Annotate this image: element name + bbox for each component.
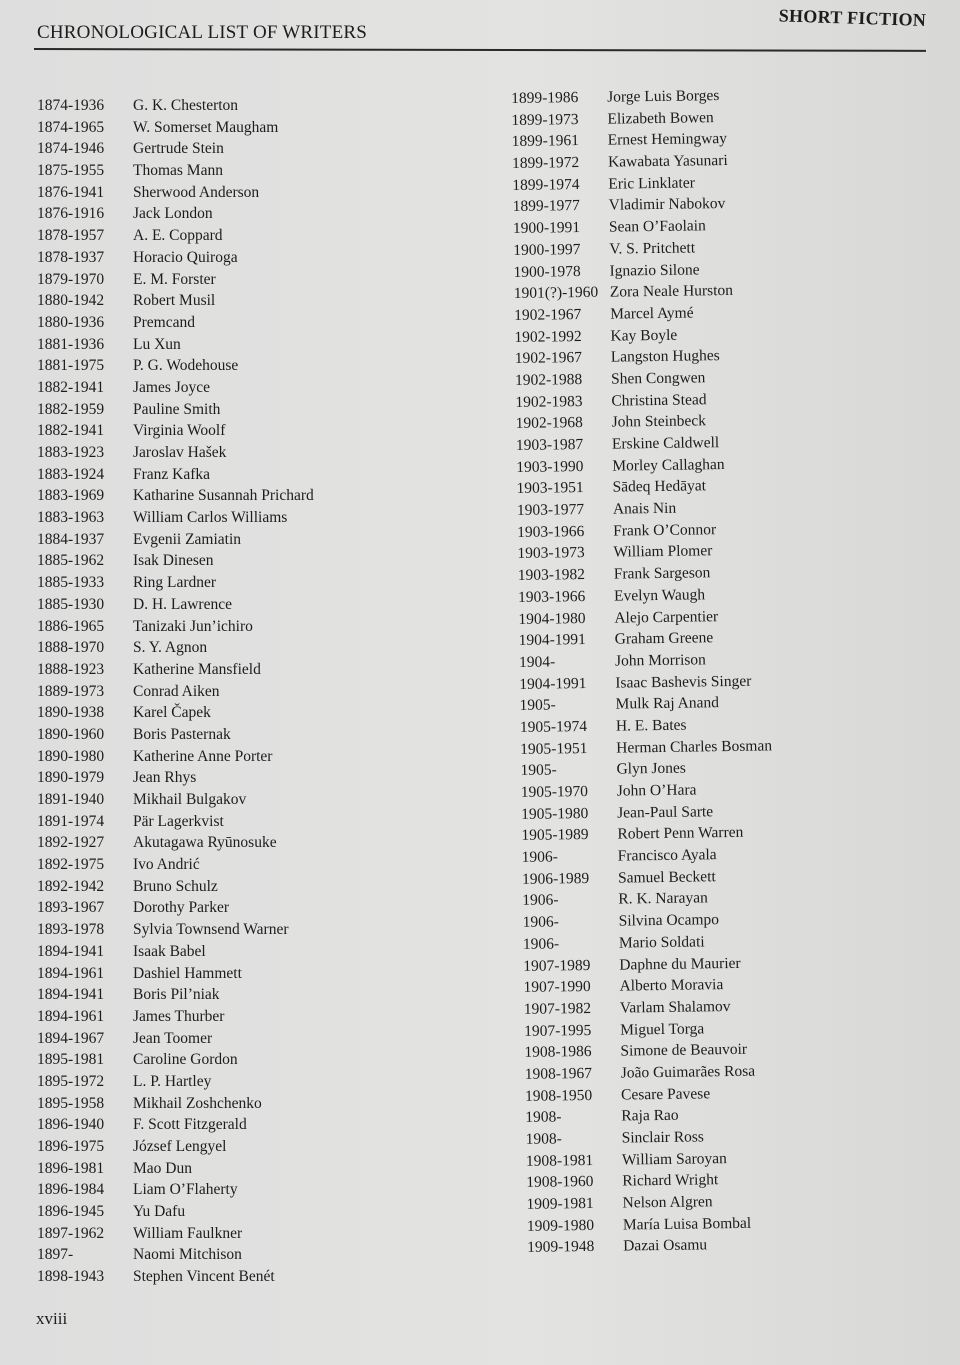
writer-dates: 1879-1970 (37, 270, 105, 288)
writer-dates: 1905-1980 (521, 804, 589, 823)
writer-dates: 1905- (519, 696, 556, 715)
writer-dates: 1897- (37, 1246, 74, 1264)
writer-entry (37, 702, 467, 724)
writer-dates: 1890-1960 (37, 725, 105, 743)
header-rule (34, 48, 926, 52)
writer-name: Anais Nin (612, 499, 677, 518)
writer-dates: 1884-1937 (37, 530, 105, 548)
writer-dates: 1907-1989 (523, 956, 591, 975)
writer-name: Dashiel Hammett (133, 964, 242, 982)
writer-dates: 1896-1981 (37, 1159, 105, 1177)
writer-dates: 1885-1933 (37, 574, 105, 592)
writer-name: Pär Lagerkvist (133, 812, 224, 830)
writer-dates: 1900-1978 (513, 262, 581, 281)
writer-dates: 1907-1995 (524, 1021, 592, 1040)
writer-entry (527, 1231, 957, 1259)
writer-name: William Carlos Williams (133, 509, 288, 527)
writer-entry (37, 420, 467, 442)
writer-dates: 1903-1951 (516, 479, 584, 498)
writer-entry (37, 1244, 467, 1266)
writer-name: John Steinbeck (611, 412, 707, 431)
writer-dates: 1874-1936 (37, 97, 105, 114)
writer-entry (37, 312, 467, 334)
writer-name: Akutagawa Ryūnosuke (133, 834, 277, 852)
writer-entry (37, 767, 467, 789)
writer-name: Francisco Ayala (617, 846, 717, 865)
writer-name: H. E. Bates (615, 716, 687, 735)
writer-name: Boris Pil’niak (133, 986, 220, 1004)
writer-name: Ivo Andrić (133, 856, 200, 874)
writer-dates: 1881-1936 (37, 335, 105, 353)
writer-dates: 1901(?)-1960 (513, 283, 599, 303)
writer-entry (37, 919, 467, 941)
writer-dates: 1894-1961 (37, 1007, 105, 1025)
writer-entry (37, 225, 467, 247)
writer-dates: 1888-1970 (37, 639, 105, 657)
writer-name: Isaak Babel (133, 942, 206, 960)
writer-dates: 1892-1975 (37, 856, 105, 874)
writer-dates: 1896-1945 (37, 1203, 105, 1221)
writer-name: Sherwood Anderson (133, 183, 260, 201)
writer-dates: 1900-1997 (513, 240, 581, 259)
page-number: xviii (36, 1309, 68, 1328)
writer-dates: 1880-1936 (37, 313, 105, 331)
writer-entry (37, 854, 467, 876)
writer-entry (37, 182, 467, 204)
writer-name: Thomas Mann (133, 162, 223, 180)
writer-dates: 1893-1978 (37, 921, 105, 939)
writer-dates: 1892-1927 (37, 834, 105, 852)
writer-name: Isak Dinesen (133, 552, 214, 570)
writer-name: A. E. Coppard (133, 227, 223, 245)
writer-name: John Morrison (614, 651, 706, 670)
writer-entry (37, 572, 467, 594)
writer-name: João Guimarães Rosa (620, 1062, 756, 1082)
writer-dates: 1904-1991 (518, 631, 587, 650)
writer-name: Sylvia Townsend Warner (133, 921, 289, 939)
writer-entry (37, 1223, 467, 1245)
writer-name: Bruno Schulz (133, 877, 218, 895)
writer-name: Zora Neale Hurston (609, 282, 734, 301)
writer-dates: 1892-1942 (37, 877, 105, 895)
writer-name: Mulk Raj Anand (615, 694, 720, 713)
writer-name: Jorge Luis Borges (607, 87, 720, 106)
writer-entry (37, 203, 467, 225)
writer-name: Jack London (133, 205, 213, 223)
writer-entry (37, 832, 467, 854)
writer-dates: 1896-1975 (37, 1138, 105, 1155)
writer-dates: 1906- (521, 848, 559, 866)
writer-dates: 1907-1990 (523, 978, 591, 997)
writer-name: Nelson Algren (622, 1193, 713, 1212)
writer-entry (37, 269, 467, 291)
writer-dates: 1899-1972 (511, 154, 580, 173)
writer-name: Eric Linklater (608, 174, 695, 193)
writer-name: Conrad Aiken (133, 682, 220, 700)
writer-name: Jean Toomer (133, 1029, 213, 1047)
writer-entry (37, 616, 467, 638)
writer-entry (37, 95, 467, 117)
writer-dates: 1903-1990 (516, 457, 584, 476)
writer-name: Naomi Mitchison (133, 1246, 242, 1264)
writer-dates: 1909-1981 (526, 1195, 594, 1213)
writer-name: Frank O’Connor (613, 520, 717, 540)
writer-dates: 1908- (525, 1130, 562, 1148)
writer-name: Kay Boyle (610, 326, 678, 345)
writer-name: Sinclair Ross (621, 1128, 705, 1147)
writer-dates: 1898-1943 (37, 1268, 105, 1286)
writer-name: Jean-Paul Sarte (617, 802, 714, 822)
writer-dates: 1903-1973 (517, 544, 585, 563)
writer-dates: 1908-1950 (524, 1086, 593, 1105)
writer-dates: 1899-1973 (511, 110, 579, 129)
writer-dates: 1885-1962 (37, 552, 105, 570)
writer-name: James Thurber (133, 1007, 225, 1025)
writer-entry (37, 1179, 467, 1201)
writer-name: V. S. Pritchett (609, 239, 696, 258)
writer-dates: 1882-1941 (37, 378, 105, 396)
writer-name: Evelyn Waugh (613, 586, 706, 605)
writer-name: Glyn Jones (616, 759, 686, 778)
writer-name: James Joyce (133, 378, 211, 396)
writer-dates: 1874-1946 (37, 140, 105, 158)
writer-name: Erskine Caldwell (611, 434, 720, 453)
writer-name: F. Scott Fitzgerald (133, 1116, 247, 1134)
writer-dates: 1904-1980 (518, 609, 586, 628)
writer-entry (37, 1136, 467, 1158)
writer-name: Dazai Osamu (623, 1236, 708, 1255)
writer-name: Mario Soldati (618, 933, 705, 952)
writer-name: Alberto Moravia (619, 976, 724, 995)
writer-dates: 1905-1951 (520, 739, 588, 758)
writer-dates: 1878-1957 (37, 227, 105, 245)
writer-name: Daphne du Maurier (619, 954, 741, 974)
writer-entry (37, 963, 467, 985)
writer-entry (37, 550, 467, 572)
writer-name: Samuel Beckett (617, 867, 716, 887)
writer-name: Dorothy Parker (133, 899, 229, 917)
writer-entry (37, 724, 467, 746)
writer-name: Caroline Gordon (133, 1051, 238, 1069)
page-title: CHRONOLOGICAL LIST OF WRITERS (37, 22, 368, 43)
writer-name: Franz Kafka (133, 465, 211, 483)
writer-entry (37, 290, 467, 312)
writer-dates: 1908-1981 (525, 1151, 594, 1170)
writer-dates: 1888-1923 (37, 660, 105, 678)
writer-name: Isaac Bashevis Singer (615, 672, 752, 692)
writer-entry (37, 1028, 467, 1050)
writer-name: L. P. Hartley (133, 1072, 212, 1090)
writer-name: E. M. Forster (133, 270, 216, 288)
writer-name: Evgenii Zamiatin (133, 530, 242, 548)
writer-name: W. Somerset Maugham (133, 118, 279, 136)
writer-dates: 1909-1980 (526, 1216, 595, 1235)
writer-dates: 1899-1974 (512, 175, 580, 194)
writer-dates: 1886-1965 (37, 617, 105, 635)
writer-name: Robert Musil (133, 292, 216, 310)
writer-dates: 1881-1975 (37, 357, 105, 375)
writer-name: Ernest Hemingway (607, 130, 728, 150)
writer-name: Tanizaki Jun’ichiro (133, 617, 253, 635)
writer-dates: 1903-1966 (517, 587, 586, 606)
writer-name: Ignazio Silone (609, 260, 700, 280)
writer-entry (37, 984, 467, 1006)
writer-entry (37, 746, 467, 768)
writer-dates: 1906- (522, 935, 560, 953)
writer-entry (37, 1114, 467, 1136)
writer-dates: 1893-1967 (37, 899, 105, 917)
writer-name: Karel Čapek (133, 704, 211, 722)
writer-dates: 1908-1967 (524, 1064, 593, 1083)
writer-dates: 1895-1958 (37, 1094, 105, 1112)
writer-entry (37, 1201, 467, 1223)
writer-name: Sean O’Faolain (608, 217, 706, 236)
writer-name: Gertrude Stein (133, 140, 224, 158)
writer-entry (37, 1266, 467, 1288)
writer-name: Sādeq Hedāyat (612, 477, 707, 496)
writer-name: Mikhail Zoshchenko (133, 1094, 262, 1112)
writer-name: Jaroslav Hašek (133, 444, 227, 461)
writer-name: Ring Lardner (133, 574, 217, 592)
writer-dates: 1902-1967 (514, 349, 583, 368)
writer-dates: 1894-1967 (37, 1029, 105, 1047)
writer-dates: 1882-1959 (37, 400, 105, 418)
section-title: SHORT FICTION (777, 5, 926, 30)
writer-dates: 1906- (522, 913, 559, 932)
writer-dates: 1903-1982 (517, 566, 586, 585)
writer-name: S. Y. Agnon (133, 639, 208, 657)
writer-entry (37, 442, 467, 464)
left-column (37, 95, 467, 1288)
writer-dates: 1906-1989 (521, 869, 590, 888)
writer-dates: 1905-1974 (519, 717, 588, 736)
writer-entry (37, 1158, 467, 1180)
writer-dates: 1883-1924 (37, 465, 105, 483)
writer-dates: 1882-1941 (37, 422, 105, 440)
writer-dates: 1883-1963 (37, 509, 105, 527)
writer-name: Jean Rhys (133, 769, 197, 787)
writer-entry (37, 637, 467, 659)
right-column (511, 82, 957, 1259)
writer-entry (37, 117, 467, 139)
writer-name: Richard Wright (622, 1171, 719, 1190)
writer-dates: 1903-1966 (517, 522, 585, 541)
writer-dates: 1890-1980 (37, 747, 105, 765)
writer-dates: 1906- (522, 891, 559, 910)
writer-dates: 1902-1983 (515, 392, 583, 411)
writer-dates: 1902-1992 (514, 327, 582, 346)
writer-name: Pauline Smith (133, 400, 221, 418)
writer-name: Robert Penn Warren (617, 824, 744, 843)
writer-dates: 1883-1923 (37, 444, 105, 461)
writer-dates: 1902-1967 (514, 305, 582, 324)
writer-name: William Faulkner (133, 1224, 243, 1242)
writer-name: William Saroyan (621, 1149, 727, 1169)
writer-dates: 1890-1938 (37, 704, 105, 722)
writer-entry (37, 789, 467, 811)
writer-name: Yu Dafu (133, 1203, 186, 1221)
writer-dates: 1905-1970 (520, 782, 589, 801)
writer-name: Vladimir Nabokov (608, 195, 726, 215)
writer-name: Langston Hughes (610, 347, 720, 366)
writer-name: Stephen Vincent Benét (133, 1268, 275, 1286)
writer-name: Premcand (133, 313, 195, 331)
writer-name: Katherine Mansfield (133, 660, 261, 678)
writer-name: Frank Sargeson (613, 564, 711, 583)
writer-dates: 1889-1973 (37, 682, 105, 700)
writer-dates: 1905-1989 (521, 826, 589, 845)
writer-dates: 1908- (525, 1108, 562, 1127)
writer-name: D. H. Lawrence (133, 595, 232, 613)
writer-dates: 1894-1941 (37, 986, 105, 1004)
writer-dates: 1897-1962 (37, 1224, 105, 1242)
writer-dates: 1895-1972 (37, 1072, 105, 1090)
writer-name: Horacio Quiroga (133, 248, 238, 266)
writer-dates: 1885-1930 (37, 595, 105, 613)
writer-dates: 1902-1988 (514, 370, 583, 389)
writer-dates: 1899-1961 (511, 132, 580, 151)
writer-dates: 1896-1940 (37, 1116, 105, 1134)
writer-dates: 1894-1941 (37, 942, 105, 960)
writer-name: Christina Stead (611, 390, 707, 410)
writer-dates: 1899-1977 (512, 197, 580, 216)
writer-name: Katharine Susannah Prichard (133, 487, 314, 505)
writer-entry (37, 138, 467, 160)
writer-name: Alejo Carpentier (614, 607, 719, 627)
writer-name: Graham Greene (614, 629, 714, 648)
writer-dates: 1874-1965 (37, 118, 105, 136)
writer-dates: 1904- (518, 653, 556, 671)
writer-name: Shen Congwen (610, 369, 706, 388)
writer-entry (37, 355, 467, 377)
writer-dates: 1904-1991 (519, 674, 587, 693)
writer-dates: 1883-1969 (37, 487, 105, 505)
writer-dates: 1908-1960 (526, 1173, 594, 1192)
writer-dates: 1894-1961 (37, 964, 105, 982)
writer-dates: 1903-1977 (516, 501, 585, 520)
writer-entry (37, 334, 467, 356)
writer-dates: 1899-1986 (511, 89, 579, 107)
writer-dates: 1905- (520, 761, 557, 780)
writer-entry (37, 399, 467, 421)
writer-entry (37, 507, 467, 529)
writer-dates: 1908-1986 (524, 1043, 592, 1062)
writer-entry (37, 377, 467, 399)
writer-name: John O’Hara (616, 781, 697, 800)
writer-name: Simone de Beauvoir (620, 1041, 748, 1060)
writer-entry (37, 876, 467, 898)
writer-entry (37, 941, 467, 963)
writer-name: Liam O’Flaherty (133, 1181, 238, 1199)
writer-dates: 1890-1979 (37, 769, 105, 787)
writer-name: József Lengyel (133, 1138, 227, 1155)
writer-entry (37, 529, 467, 551)
writer-entry (37, 897, 467, 919)
writer-entry (37, 681, 467, 703)
writer-dates: 1896-1984 (37, 1181, 105, 1199)
writer-entry (37, 160, 467, 182)
writer-name: Silvina Ocampo (618, 911, 720, 930)
writer-name: Kawabata Yasunari (607, 152, 728, 171)
writer-entry (37, 1071, 467, 1093)
writer-name: Boris Pasternak (133, 725, 231, 743)
writer-entry (37, 659, 467, 681)
writer-name: Raja Rao (621, 1107, 679, 1125)
writer-name: Virginia Woolf (133, 422, 226, 440)
writer-entry (37, 1049, 467, 1071)
writer-dates: 1902-1968 (515, 414, 583, 433)
writer-name: María Luisa Bombal (622, 1214, 752, 1234)
writer-dates: 1880-1942 (37, 292, 105, 310)
writer-entry (37, 1093, 467, 1115)
writer-dates: 1909-1948 (527, 1238, 595, 1257)
writer-entry (37, 247, 467, 269)
writer-name: R. K. Narayan (618, 889, 708, 909)
writer-entry (37, 485, 467, 507)
writer-dates: 1903-1987 (515, 436, 584, 454)
writer-entry (37, 594, 467, 616)
writer-entry (37, 1006, 467, 1028)
writer-name: Elizabeth Bowen (607, 108, 714, 128)
writer-name: P. G. Wodehouse (133, 357, 239, 375)
writer-entry (37, 464, 467, 486)
writer-dates: 1907-1982 (523, 999, 592, 1018)
writer-dates: 1875-1955 (37, 162, 105, 180)
writer-dates: 1891-1940 (37, 791, 105, 808)
writer-dates: 1895-1981 (37, 1051, 105, 1069)
writer-dates: 1891-1974 (37, 812, 105, 830)
writer-name: Morley Callaghan (612, 455, 725, 475)
writer-name: Mao Dun (133, 1159, 192, 1177)
writer-dates: 1876-1941 (37, 183, 105, 201)
writer-name: William Plomer (613, 542, 713, 562)
writer-name: Katherine Anne Porter (133, 747, 273, 765)
writer-dates: 1900-1991 (512, 219, 581, 238)
writer-name: Lu Xun (133, 335, 181, 353)
writer-name: Mikhail Bulgakov (133, 791, 247, 808)
writer-name: Cesare Pavese (620, 1084, 711, 1104)
writer-dates: 1876-1916 (37, 205, 105, 223)
writer-dates: 1878-1937 (37, 248, 105, 266)
writer-entry (37, 811, 467, 833)
writer-name: Varlam Shalamov (619, 997, 731, 1017)
writer-name: Miguel Torga (620, 1019, 705, 1039)
writer-name: G. K. Chesterton (133, 97, 239, 114)
writer-name: Marcel Aymé (610, 304, 694, 323)
writer-name: Herman Charles Bosman (616, 737, 773, 757)
